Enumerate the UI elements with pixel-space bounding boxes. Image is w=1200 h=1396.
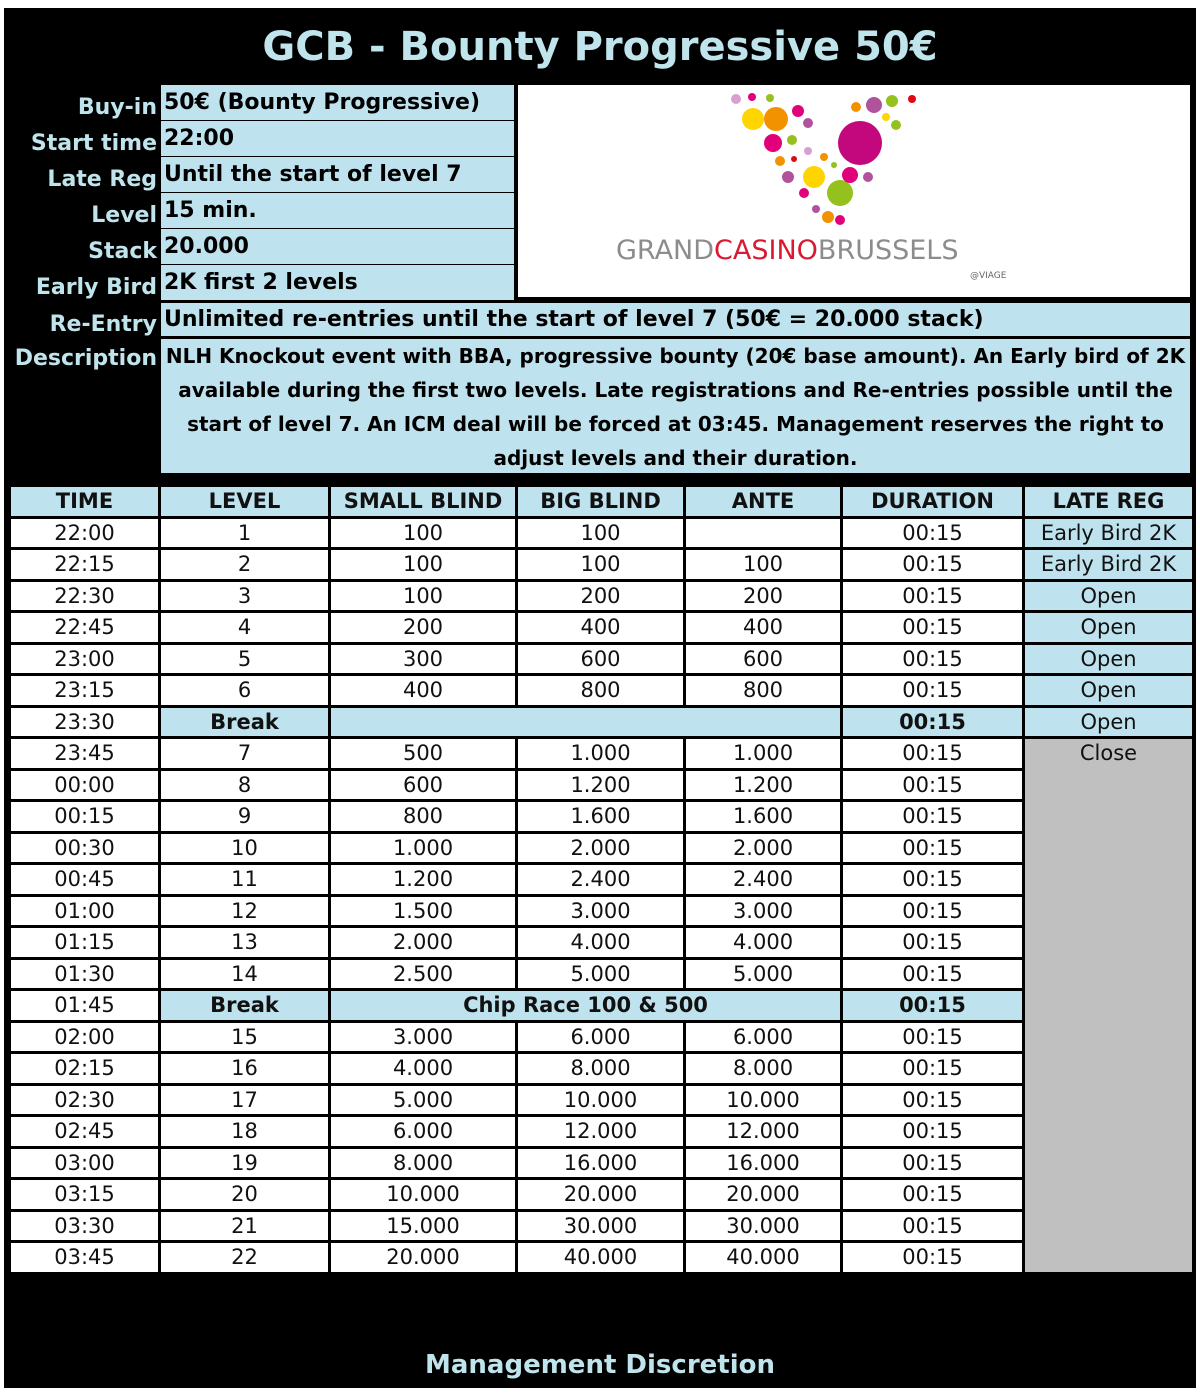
cell-time: 23:30 xyxy=(10,706,160,738)
cell-big-blind: 100 xyxy=(517,549,685,581)
cell-late-reg: Open xyxy=(1024,706,1194,738)
col-header-level: LEVEL xyxy=(160,486,330,518)
info-label-buyin: Buy-in xyxy=(77,95,157,120)
cell-duration: 00:15 xyxy=(842,643,1024,675)
info-value-stack: 20.000 xyxy=(161,229,514,264)
table-row xyxy=(10,1210,1194,1242)
cell-duration: 00:15 xyxy=(842,1021,1024,1053)
cell-level: 12 xyxy=(160,895,330,927)
cell-late-reg: Early Bird 2K xyxy=(1024,549,1194,581)
table-row xyxy=(10,643,1194,675)
cell-small-blind: 20.000 xyxy=(330,1242,517,1274)
cell-time: 00:15 xyxy=(10,801,160,833)
logo-word-grand: GRAND xyxy=(616,235,715,266)
cell-duration: 00:15 xyxy=(842,801,1024,833)
cell-time: 01:15 xyxy=(10,927,160,959)
cell-level: 6 xyxy=(160,675,330,707)
cell-time: 01:45 xyxy=(10,990,160,1022)
cell-big-blind: 200 xyxy=(517,580,685,612)
logo-word-casino: CASINO xyxy=(714,235,818,266)
info-label-early-bird: Early Bird xyxy=(35,275,157,300)
table-row xyxy=(10,895,1194,927)
description-text: NLH Knockout event with BBA, progressive bounty (20€ base amount). An Early bird of 2K available during the first two levels. Late registrations and Re-entries possible until the start of level 7. An ICM deal will be forced at 03:45. Management reserves the right to adjust levels and their duration. xyxy=(161,339,1190,473)
cell-small-blind: 4.000 xyxy=(330,1053,517,1085)
cell-small-blind: 1.200 xyxy=(330,864,517,896)
cell-ante: 600 xyxy=(685,643,842,675)
cell-big-blind: 400 xyxy=(517,612,685,644)
cell-time: 01:30 xyxy=(10,958,160,990)
cell-big-blind: 5.000 xyxy=(517,958,685,990)
cell-time: 22:45 xyxy=(10,612,160,644)
cell-ante: 2.000 xyxy=(685,832,842,864)
cell-time: 22:30 xyxy=(10,580,160,612)
cell-level: 11 xyxy=(160,864,330,896)
cell-level: 16 xyxy=(160,1053,330,1085)
cell-ante: 200 xyxy=(685,580,842,612)
cell-duration: 00:15 xyxy=(842,612,1024,644)
cell-level: 4 xyxy=(160,612,330,644)
cell-time: 00:30 xyxy=(10,832,160,864)
cell-small-blind: 1.000 xyxy=(330,832,517,864)
cell-time: 03:15 xyxy=(10,1179,160,1211)
footer-note: Management Discretion xyxy=(425,1350,775,1380)
cell-late-reg: Open xyxy=(1024,580,1194,612)
cell-ante: 100 xyxy=(685,549,842,581)
info-label-level: Level xyxy=(91,203,157,228)
cell-big-blind: 12.000 xyxy=(517,1116,685,1148)
cell-big-blind: 2.000 xyxy=(517,832,685,864)
cell-small-blind: 5.000 xyxy=(330,1084,517,1116)
cell-big-blind: 600 xyxy=(517,643,685,675)
info-value-early-bird: 2K first 2 levels xyxy=(161,265,514,300)
table-row xyxy=(10,927,1194,959)
cell-small-blind: 300 xyxy=(330,643,517,675)
cell-ante: 16.000 xyxy=(685,1147,842,1179)
table-row xyxy=(10,1021,1194,1053)
cell-duration: 00:15 xyxy=(842,1053,1024,1085)
cell-big-blind: 1.000 xyxy=(517,738,685,770)
cell-duration: 00:15 xyxy=(842,1242,1024,1274)
logo-wordmark xyxy=(616,235,959,266)
cell-time: 22:15 xyxy=(10,549,160,581)
logo-word-brussels: BRUSSELS xyxy=(817,235,959,266)
info-value-level: 15 min. xyxy=(161,193,514,228)
cell-ante: 6.000 xyxy=(685,1021,842,1053)
table-row xyxy=(10,612,1194,644)
cell-break-label: Break xyxy=(160,706,330,738)
table-row xyxy=(10,769,1194,801)
cell-time: 00:00 xyxy=(10,769,160,801)
info-label-stack: Stack xyxy=(88,239,157,264)
cell-time: 02:00 xyxy=(10,1021,160,1053)
info-value-start-time: 22:00 xyxy=(161,121,514,156)
cell-duration: 00:15 xyxy=(842,990,1024,1022)
cell-ante: 20.000 xyxy=(685,1179,842,1211)
cell-time: 03:30 xyxy=(10,1210,160,1242)
cell-duration: 00:15 xyxy=(842,580,1024,612)
cell-big-blind: 800 xyxy=(517,675,685,707)
cell-time: 02:15 xyxy=(10,1053,160,1085)
table-row xyxy=(10,1084,1194,1116)
cell-late-reg: Open xyxy=(1024,643,1194,675)
cell-level: 19 xyxy=(160,1147,330,1179)
cell-ante: 3.000 xyxy=(685,895,842,927)
table-row xyxy=(10,1053,1194,1085)
col-header-ante: ANTE xyxy=(685,486,842,518)
cell-duration: 00:15 xyxy=(842,1147,1024,1179)
cell-level: 1 xyxy=(160,517,330,549)
col-header-big-blind: BIG BLIND xyxy=(517,486,685,518)
casino-logo xyxy=(518,85,1190,297)
cell-small-blind: 2.500 xyxy=(330,958,517,990)
cell-big-blind: 16.000 xyxy=(517,1147,685,1179)
cell-late-reg: Open xyxy=(1024,675,1194,707)
cell-ante: 1.200 xyxy=(685,769,842,801)
cell-level: 20 xyxy=(160,1179,330,1211)
cell-big-blind: 4.000 xyxy=(517,927,685,959)
cell-big-blind: 8.000 xyxy=(517,1053,685,1085)
cell-level: 5 xyxy=(160,643,330,675)
col-header-time: TIME xyxy=(10,486,160,518)
blind-structure-table xyxy=(8,484,1195,1275)
cell-big-blind: 1.200 xyxy=(517,769,685,801)
table-row xyxy=(10,1116,1194,1148)
cell-big-blind: 10.000 xyxy=(517,1084,685,1116)
cell-level: 13 xyxy=(160,927,330,959)
table-row xyxy=(10,675,1194,707)
cell-duration: 00:15 xyxy=(842,769,1024,801)
cell-ante: 30.000 xyxy=(685,1210,842,1242)
cell-small-blind: 500 xyxy=(330,738,517,770)
cell-level: 21 xyxy=(160,1210,330,1242)
cell-level: 18 xyxy=(160,1116,330,1148)
cell-ante: 1.600 xyxy=(685,801,842,833)
cell-time: 22:00 xyxy=(10,517,160,549)
cell-small-blind: 1.500 xyxy=(330,895,517,927)
table-row xyxy=(10,549,1194,581)
cell-time: 03:45 xyxy=(10,1242,160,1274)
cell-duration: 00:15 xyxy=(842,927,1024,959)
cell-ante: 1.000 xyxy=(685,738,842,770)
cell-duration: 00:15 xyxy=(842,1116,1024,1148)
info-label-start-time: Start time xyxy=(30,131,157,156)
col-header-late-reg: LATE REG xyxy=(1024,486,1194,518)
cell-level: 2 xyxy=(160,549,330,581)
break-row xyxy=(10,706,1194,738)
info-label-re-entry: Re-Entry xyxy=(49,312,157,337)
table-row xyxy=(10,1242,1194,1274)
cell-duration: 00:15 xyxy=(842,738,1024,770)
cell-big-blind: 2.400 xyxy=(517,864,685,896)
cell-time: 23:45 xyxy=(10,738,160,770)
cell-duration: 00:15 xyxy=(842,832,1024,864)
logo-subtitle: @VIAGE xyxy=(970,271,1007,281)
cell-small-blind: 600 xyxy=(330,769,517,801)
cell-time: 00:45 xyxy=(10,864,160,896)
info-value-buyin: 50€ (Bounty Progressive) xyxy=(161,85,514,120)
cell-ante: 2.400 xyxy=(685,864,842,896)
cell-big-blind: 1.600 xyxy=(517,801,685,833)
cell-break-note: Chip Race 100 & 500 xyxy=(330,990,842,1022)
cell-duration: 00:15 xyxy=(842,895,1024,927)
cell-small-blind: 800 xyxy=(330,801,517,833)
info-label-description: Description xyxy=(14,346,157,371)
cell-ante: 400 xyxy=(685,612,842,644)
table-row xyxy=(10,1147,1194,1179)
cell-level: 22 xyxy=(160,1242,330,1274)
col-header-small-blind: SMALL BLIND xyxy=(330,486,517,518)
cell-small-blind: 100 xyxy=(330,580,517,612)
info-label-late-reg: Late Reg xyxy=(47,167,157,192)
cell-time: 23:00 xyxy=(10,643,160,675)
cell-duration: 00:15 xyxy=(842,1179,1024,1211)
schedule-sheet xyxy=(4,8,1196,1388)
cell-big-blind: 6.000 xyxy=(517,1021,685,1053)
cell-small-blind: 8.000 xyxy=(330,1147,517,1179)
cell-ante: 800 xyxy=(685,675,842,707)
cell-duration: 00:15 xyxy=(842,1210,1024,1242)
table-row xyxy=(10,517,1194,549)
table-header-row xyxy=(10,486,1194,518)
cell-late-reg: Open xyxy=(1024,612,1194,644)
cell-big-blind: 30.000 xyxy=(517,1210,685,1242)
cell-level: 10 xyxy=(160,832,330,864)
cell-ante: 8.000 xyxy=(685,1053,842,1085)
cell-ante: 40.000 xyxy=(685,1242,842,1274)
cell-level: 14 xyxy=(160,958,330,990)
table-row xyxy=(10,738,1194,770)
page-title: GCB - Bounty Progressive 50€ xyxy=(262,24,938,70)
cell-small-blind: 10.000 xyxy=(330,1179,517,1211)
cell-level: 9 xyxy=(160,801,330,833)
cell-break-note xyxy=(330,706,842,738)
cell-duration: 00:15 xyxy=(842,864,1024,896)
cell-big-blind: 20.000 xyxy=(517,1179,685,1211)
cell-duration: 00:15 xyxy=(842,706,1024,738)
cell-time: 02:45 xyxy=(10,1116,160,1148)
break-row xyxy=(10,990,1194,1022)
cell-ante: 10.000 xyxy=(685,1084,842,1116)
cell-small-blind: 6.000 xyxy=(330,1116,517,1148)
cell-small-blind: 100 xyxy=(330,517,517,549)
cell-big-blind: 40.000 xyxy=(517,1242,685,1274)
cell-late-reg-closed: Close xyxy=(1024,738,1194,1274)
cell-break-label: Break xyxy=(160,990,330,1022)
cell-small-blind: 3.000 xyxy=(330,1021,517,1053)
cell-small-blind: 100 xyxy=(330,549,517,581)
table-row xyxy=(10,958,1194,990)
cell-big-blind: 100 xyxy=(517,517,685,549)
cell-ante xyxy=(685,517,842,549)
cell-level: 7 xyxy=(160,738,330,770)
cell-ante: 12.000 xyxy=(685,1116,842,1148)
cell-small-blind: 15.000 xyxy=(330,1210,517,1242)
cell-time: 02:30 xyxy=(10,1084,160,1116)
cell-big-blind: 3.000 xyxy=(517,895,685,927)
cell-late-reg: Early Bird 2K xyxy=(1024,517,1194,549)
cell-time: 23:15 xyxy=(10,675,160,707)
cell-small-blind: 200 xyxy=(330,612,517,644)
col-header-duration: DURATION xyxy=(842,486,1024,518)
info-value-re-entry: Unlimited re-entries until the start of level 7 (50€ = 20.000 stack) xyxy=(161,303,1190,336)
cell-duration: 00:15 xyxy=(842,1084,1024,1116)
cell-duration: 00:15 xyxy=(842,958,1024,990)
cell-level: 17 xyxy=(160,1084,330,1116)
cell-duration: 00:15 xyxy=(842,549,1024,581)
info-value-late-reg: Until the start of level 7 xyxy=(161,157,514,192)
table-row xyxy=(10,801,1194,833)
cell-level: 15 xyxy=(160,1021,330,1053)
cell-level: 8 xyxy=(160,769,330,801)
cell-time: 03:00 xyxy=(10,1147,160,1179)
cell-time: 01:00 xyxy=(10,895,160,927)
cell-small-blind: 2.000 xyxy=(330,927,517,959)
cell-ante: 5.000 xyxy=(685,958,842,990)
table-row xyxy=(10,580,1194,612)
cell-duration: 00:15 xyxy=(842,517,1024,549)
cell-duration: 00:15 xyxy=(842,675,1024,707)
cell-small-blind: 400 xyxy=(330,675,517,707)
table-row xyxy=(10,1179,1194,1211)
cell-level: 3 xyxy=(160,580,330,612)
table-row xyxy=(10,832,1194,864)
table-row xyxy=(10,864,1194,896)
cell-ante: 4.000 xyxy=(685,927,842,959)
